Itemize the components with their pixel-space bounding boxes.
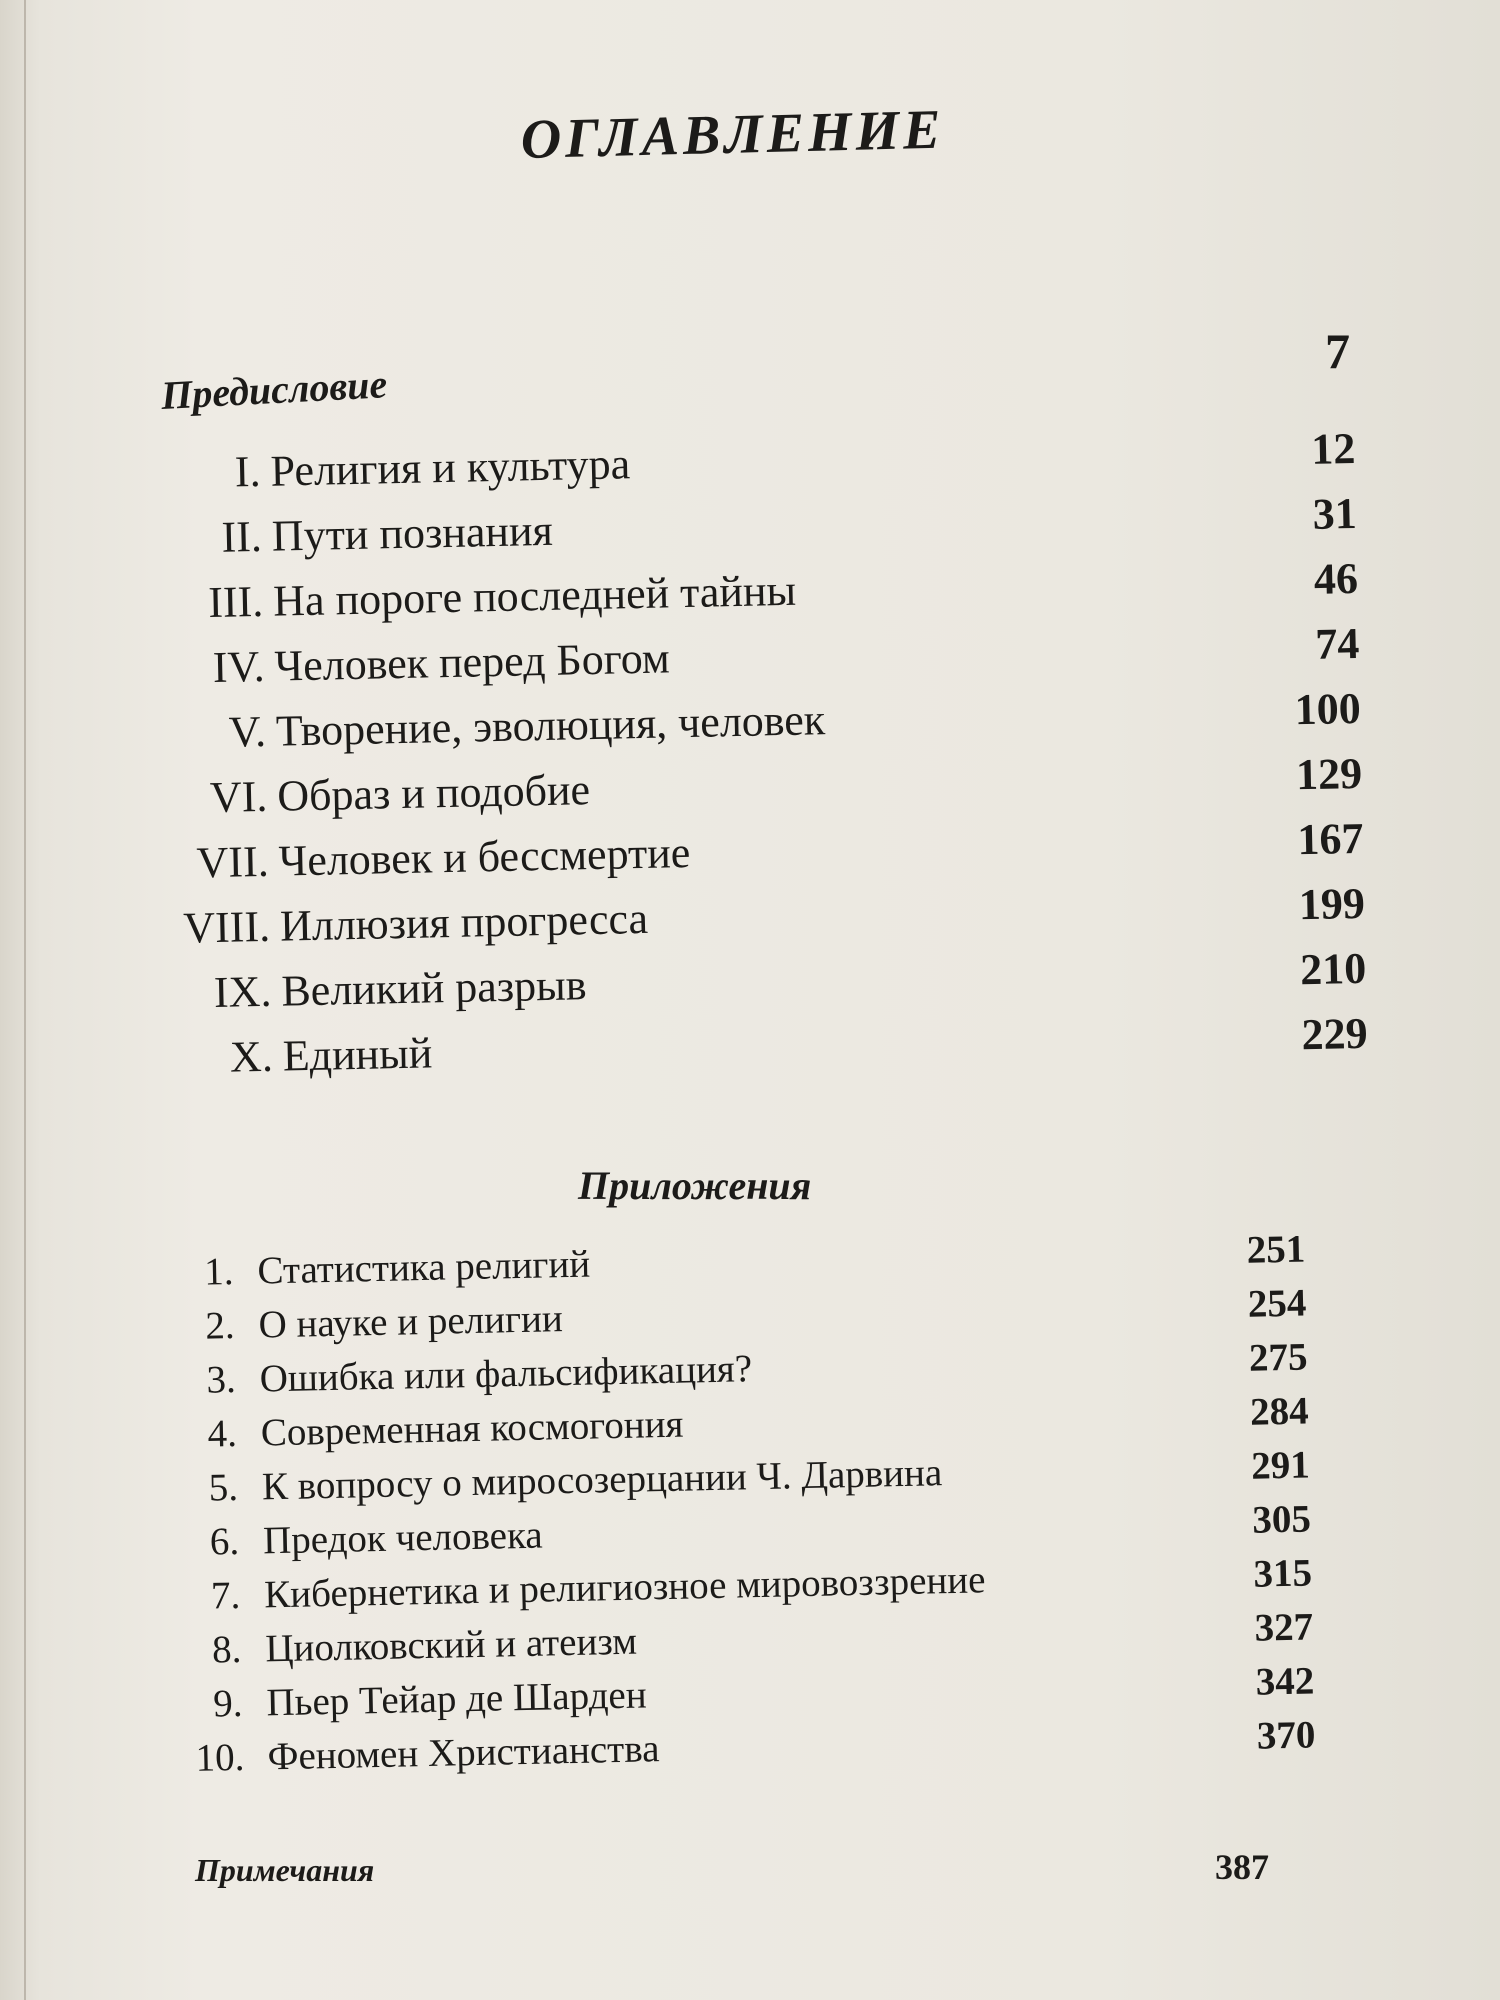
- chapter-number: IV.: [212, 641, 266, 692]
- page-spine-edge: [24, 0, 26, 2000]
- chapter-number: I.: [234, 446, 262, 497]
- chapter-number: VII.: [196, 836, 270, 888]
- appendix-number: 6.: [209, 1519, 240, 1564]
- appendix-page-number: 315: [1253, 1551, 1313, 1596]
- chapter-page-number: 199: [1298, 878, 1366, 930]
- appendix-title: Кибернетика и религиозное мировоззрение: [263, 1558, 986, 1617]
- chapter-number: VI.: [209, 771, 268, 823]
- chapter-page-number: 46: [1313, 553, 1359, 604]
- appendix-title: Феномен Христианства: [267, 1727, 660, 1779]
- appendices-title: Приложения: [578, 1163, 812, 1208]
- appendix-page-number: 275: [1248, 1335, 1308, 1380]
- preface-page-number: 7: [1325, 323, 1350, 379]
- preface-label: Предисловие: [160, 361, 389, 418]
- chapter-number: X.: [229, 1031, 274, 1082]
- chapter-number: II.: [221, 511, 263, 562]
- appendix-page-number: 370: [1256, 1713, 1316, 1758]
- appendix-list: [185, 1226, 1316, 1780]
- chapter-page-number: 210: [1299, 943, 1367, 995]
- chapter-page-number: 100: [1294, 683, 1362, 735]
- appendix-title: Статистика религий: [257, 1242, 591, 1293]
- chapter-title: Пути познания: [271, 505, 554, 561]
- chapter-number: V.: [228, 706, 267, 757]
- chapter-title: Образ и подобие: [276, 765, 591, 821]
- chapter-title: Человек и бессмертие: [278, 827, 691, 886]
- appendix-number: 8.: [211, 1627, 242, 1672]
- chapter-title: Творение, эволюция, человек: [275, 695, 826, 756]
- appendix-number: 4.: [207, 1411, 238, 1456]
- chapter-list: [160, 423, 1369, 1082]
- appendix-number: 2.: [204, 1303, 236, 1348]
- appendix-title: Ошибка или фальсификация?: [259, 1347, 753, 1401]
- chapter-title: Религия и культура: [269, 439, 631, 496]
- appendix-title: Пьер Тейар де Шарден: [266, 1673, 648, 1725]
- appendix-number: 1.: [203, 1249, 234, 1294]
- appendix-page-number: 342: [1255, 1659, 1315, 1704]
- chapter-title: Великий разрыв: [280, 960, 587, 1016]
- chapter-page-number: 229: [1301, 1008, 1369, 1060]
- appendix-page-number: 251: [1246, 1227, 1306, 1272]
- appendix-number: 3.: [206, 1357, 237, 1402]
- appendix-page-number: 291: [1250, 1443, 1311, 1488]
- appendix-title: Циолковский и атеизм: [264, 1619, 638, 1671]
- appendix-number: 9.: [212, 1681, 243, 1726]
- appendix-title: К вопросу о миросозерцании Ч. Дарвина: [261, 1451, 943, 1509]
- appendix-page-number: 327: [1254, 1605, 1314, 1650]
- appendix-title: О науке и религии: [258, 1297, 564, 1347]
- chapter-page-number: 31: [1312, 488, 1358, 539]
- chapter-title: Человек перед Богом: [274, 633, 671, 691]
- appendix-number: 5.: [208, 1465, 239, 1510]
- chapter-page-number: 12: [1310, 423, 1356, 474]
- appendix-number: 10.: [195, 1735, 245, 1780]
- chapter-number: III.: [207, 576, 264, 628]
- appendix-page-number: 305: [1251, 1497, 1312, 1542]
- chapter-title: На пороге последней тайны: [272, 565, 797, 626]
- appendix-title: Предок человека: [262, 1513, 544, 1563]
- notes-label: Примечания: [195, 1852, 375, 1888]
- chapter-page-number: 74: [1314, 618, 1360, 669]
- chapter-page-number: 129: [1295, 748, 1363, 800]
- appendix-title: Современная космогония: [260, 1402, 684, 1455]
- page-title: ОГЛАВЛЕНИЕ: [520, 98, 946, 171]
- chapter-page-number: 167: [1296, 813, 1364, 865]
- appendix-page-number: 284: [1249, 1389, 1310, 1434]
- chapter-title: Единый: [282, 1028, 433, 1081]
- notes-page-number: 387: [1215, 1847, 1269, 1887]
- chapter-title: Иллюзия прогресса: [279, 893, 649, 951]
- chapter-number: VIII.: [182, 901, 271, 953]
- appendix-number: 7.: [210, 1573, 241, 1618]
- chapter-number: IX.: [213, 966, 272, 1017]
- appendix-page-number: 254: [1247, 1281, 1307, 1326]
